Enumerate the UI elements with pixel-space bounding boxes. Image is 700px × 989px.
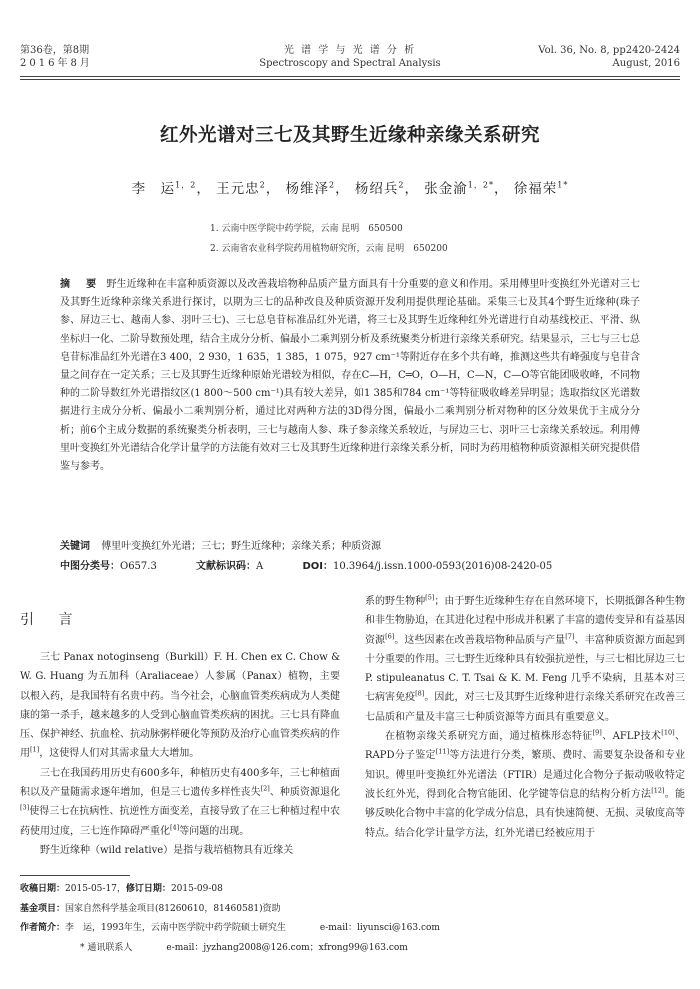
paragraph: 三七在我国药用历史有600多年，种植历史有400多年，三七种植面积以及产量随需求逐年增加，但是三七遗传多样性丧失[2]、种质资源退化[3]使得三七在抗病性、抗逆性方面变差，直接导致了在三七种植过程中农药使用过度，三七连作障碍严重化[4]等问题的出现。 xyxy=(20,767,341,837)
paragraph: 野生近缘种（wild relative）是指与栽培植物具有近缘关 xyxy=(40,844,294,856)
author-name: 杨维泽 xyxy=(285,181,329,197)
funding-label: 基金项目： xyxy=(20,903,66,914)
author-affil-mark: 2 xyxy=(329,180,336,190)
keywords-label: 关键词 xyxy=(60,541,90,552)
paragraph: 在植物亲缘关系研究方面，通过植株形态特征[9]、AFLP技术[10]、RAPD分子鉴定[11]等方法进行分类，繁琐、费时、需要复杂设备和专业知识。傅里叶变换红外光谱法（FTIR）是通过化合物分子振动吸收特定波长红外光，得到化合物官能团、化学键等信息的结构分析方法[12]。能够反映化合物中丰富的化学成分信息，具有快速简便、无损、灵敏度高等特点。结合化学计量学方法，红外光谱已经被应用于 xyxy=(365,728,686,839)
volume-pages-en: Vol. 36, No. 8, pp2420-2424 xyxy=(538,45,680,56)
doc-code-value: A xyxy=(256,561,264,572)
received-label: 收稿日期： xyxy=(20,884,66,894)
date-cn: 2016年8月 xyxy=(20,58,93,69)
section-heading-introduction: 引 言 xyxy=(20,612,83,628)
footnote-rule xyxy=(20,875,130,876)
citation: [9] xyxy=(592,728,602,737)
bio-label: 作者简介： xyxy=(20,923,66,933)
citation: [12] xyxy=(651,786,665,795)
revised-date: 2015-09-08 xyxy=(170,884,223,894)
footnote-funding xyxy=(20,900,680,920)
citation: [7] xyxy=(565,632,575,641)
keywords-block xyxy=(60,537,640,577)
paper-title: 红外光谱对三七及其野生近缘种亲缘关系研究 xyxy=(159,125,540,146)
author-affil-mark: 1，2* xyxy=(467,180,494,190)
citation: [5] xyxy=(425,593,435,602)
affiliations xyxy=(210,219,448,259)
body-column-right xyxy=(365,592,685,843)
doi-value: 10.3964/j.issn.1000-0593(2016)08-2420-05 xyxy=(332,561,553,572)
journal-volume-en xyxy=(538,44,680,70)
abstract-label: 摘 要 xyxy=(60,279,100,290)
doc-code-label: 文献标识码： xyxy=(196,561,257,572)
author-affil-mark: 1，2 xyxy=(175,180,197,190)
author-name: 张金渝 xyxy=(424,181,468,197)
citation: [3] xyxy=(20,804,30,813)
citation: [1] xyxy=(30,746,40,755)
author-affil-mark: 2 xyxy=(259,180,266,190)
author-name: 徐福荣 xyxy=(513,181,558,197)
abstract-text: 野生近缘种在丰富种质资源以及改善栽培物种品质产量方面具有十分重要的意义和作用。采用傅里叶变换红外光谱对三七及其野生近缘种亲缘关系进行探讨，以期为三七的品种改良及种质资源开发利用提供理论基础。采集三七及其4个野生近缘种(珠子参、屏边三七、越南人参、羽叶三七)、三七总皂苷标准品红外光谱，将三七及其野生近缘种红外光谱进行自动基线校正、平滑、纵坐标归一化、二阶导数预处理，结合主成分分析、偏最小二乘判别分析及系统聚类分析进行亲缘关系研究。结果显示，三七与三七总皂苷标准品红外光谱在3 400，2 930，1 635，1 385，1 075，927 cm⁻¹等附近存在多个共有峰，推测这些共有峰强度与皂苷含量之间存在一定关系；三七及其野生近缘种原始光谱较为相似，存在C—H，C═O，O—H，C—N，C—O等官能团吸收峰，不同物种的二阶导数红外光谱指纹区(1 800～500 cm⁻¹)具有较大差异，如1 385和784 cm⁻¹等特征吸收峰差异明显；选取指纹区光谱数据进行主成分分析、偏最小二乘判别分析，通过比对两种方法的3D得分图，偏最小二乘判别分析对物种的区分效果优于主成分分析；前6个主成分数据的系统聚类分析表明，三七与越南人参、珠子参亲缘关系较近，与屏边三七、羽叶三七亲缘关系较远。利用傅里叶变换红外光谱结合化学计量学的方法能有效对三七及其野生近缘种进行亲缘关系分析，同时为药用植物种质资源相关研究提供借鉴与参考。 xyxy=(60,279,641,473)
author-affil-mark: 2 xyxy=(398,180,405,190)
footnote-corresponding xyxy=(20,939,680,959)
keywords-text: 傅里叶变换红外光谱；三七；野生近缘种；亲缘关系；种质资源 xyxy=(101,541,382,552)
corresponding-label: * 通讯联系人 xyxy=(80,942,133,953)
footnotes xyxy=(20,880,680,958)
journal-name-en: Spectroscopy and Spectral Analysis xyxy=(259,58,441,69)
author-name: 王元忠 xyxy=(216,181,260,197)
footnote-author-bio xyxy=(20,919,680,939)
citation: [8] xyxy=(415,690,425,699)
doi-label: DOI： xyxy=(302,561,333,572)
journal-volume-issue xyxy=(20,44,93,70)
journal-name-cn: 光 谱 学 与 光 谱 分 析 xyxy=(283,45,417,56)
citation: [11] xyxy=(435,748,450,757)
volume-issue-cn: 第36卷，第8期 xyxy=(20,45,90,56)
date-en: August, 2016 xyxy=(612,58,680,69)
citation: [2] xyxy=(260,784,270,793)
paragraph: 三七 Panax notoginseng（Burkill）F. H. Chen ex C. Chow & W. G. Huang 为五加科（Araliaceae）人参属（Panax）植物，主要以根入药，是我国特有名贵中药。当今社会，心脑血管类疾病成为人类健康的第一杀手，越来越多的人受到心脑血管类疾病的困扰。三七具有降血压、保护神经、抗血栓、抗动脉粥样硬化等预防及治疗心血管类疾病的作用[1]，这使得人们对其需求量大大增加。 xyxy=(20,652,340,760)
body-column-left xyxy=(20,648,340,860)
author-list: 李 运$^{1,2}$， 王元忠$^2$， 杨维泽$^2$， 杨绍兵$^2$， 张金渝$^{1,2*}$， 徐福荣$^{1*}$ xyxy=(131,180,569,197)
author-name: 杨绍兵 xyxy=(354,181,399,197)
journal-name xyxy=(180,44,520,70)
abstract xyxy=(60,276,640,476)
revised-label: 修订日期： xyxy=(125,884,171,894)
funding-text: 国家自然科学基金项目(81260610，81460581)资助 xyxy=(65,903,281,914)
bio-text: 李 运，1993年生，云南中医学院中药学院硕士研究生 xyxy=(65,923,286,933)
citation: [10] xyxy=(661,728,675,737)
affiliation-item: 1. 云南中医学院中药学院，云南 昆明 650500 xyxy=(210,224,403,234)
paragraph: 系的野生物种[5]；由于野生近缘种生存在自然环境下，长期抵御各种生物和非生物胁迫，在其进化过程中形成并积累了丰富的遗传变异和有益基因资源[6]。这些因素在改善栽培物种品质与产量[7]、丰富种质资源方面起到十分重要的作用。三七野生近缘种具有较强抗逆性，与三七相比屏边三七 P. stipuleanatus C. T. Tsai & K. M. Feng 几乎不染病，且基本对三七病害免疫[8]。因此，对三七及其野生近缘种进行亲缘关系研究在改善三七品质和产量及丰富三七种质资源等方面具有重要意义。 xyxy=(365,593,686,723)
clc-label: 中图分类号： xyxy=(60,561,120,572)
citation: [4] xyxy=(170,823,180,832)
author-affil-mark: 1* xyxy=(557,180,569,190)
footnote-dates xyxy=(20,880,680,900)
clc-value: O657.3 xyxy=(120,561,157,572)
corresponding-emails: e-mail：jyzhang2008@126.com；xfrong99@163.com xyxy=(166,942,408,953)
received-date: 2015-05-17， xyxy=(65,884,126,894)
citation: [6] xyxy=(385,632,395,641)
bio-email: e-mail：liyunsci@163.com xyxy=(319,923,440,933)
classification-row xyxy=(60,557,640,577)
affiliation-item: 2. 云南省农业科学院药用植物研究所，云南 昆明 650200 xyxy=(210,244,448,254)
author-name: 李 运 xyxy=(131,181,176,197)
header-rule xyxy=(20,76,680,77)
header-rule-secondary xyxy=(20,79,680,80)
